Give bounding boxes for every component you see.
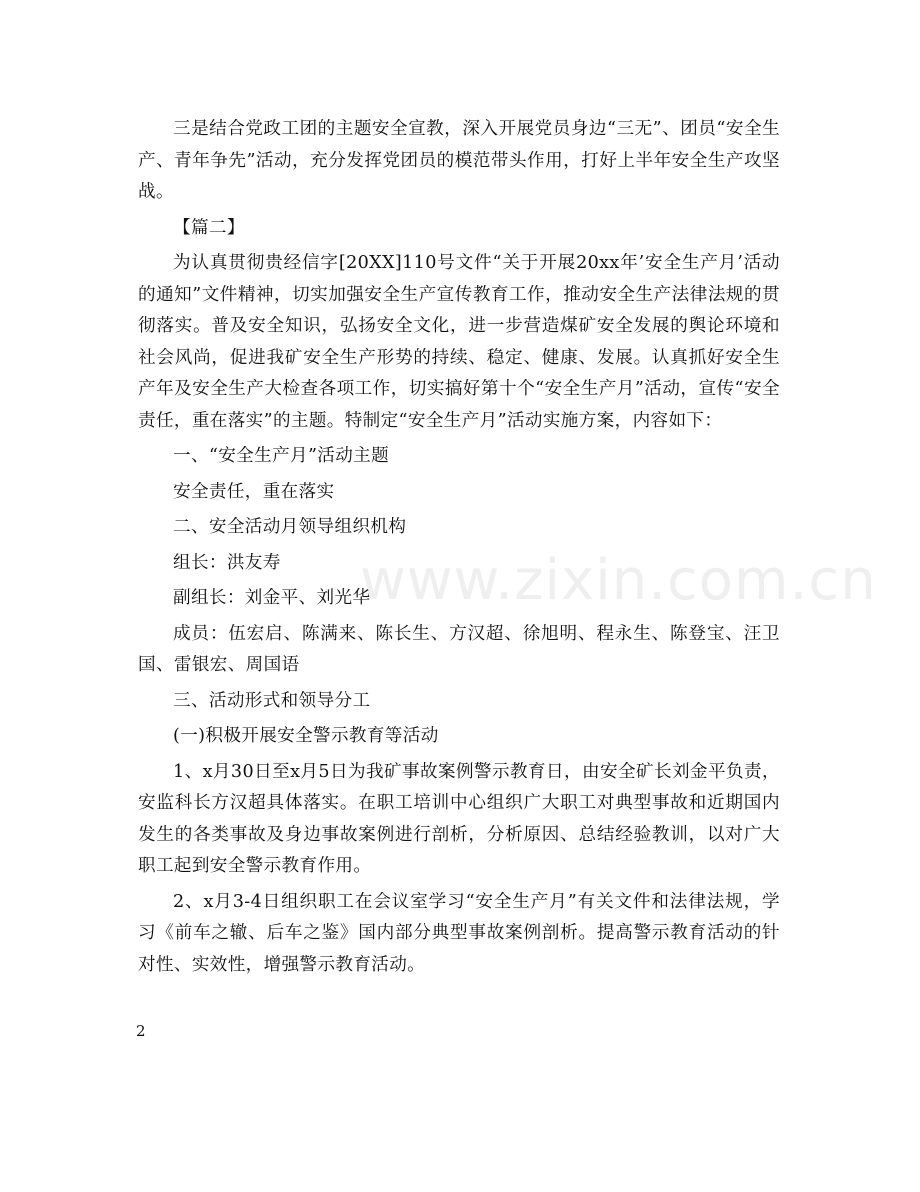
paragraph-introduction: 为认真贯彻贵经信字[20XX]110号文件“关于开展20xx年’安全生产月’活动的通知”文件精神，切实加强安全生产宣传教育工作，推动安全生产法律法规的贯彻落实。普及安全知识，弘扬安全文化，进一步营造煤矿安全发展的舆论环境和社会风尚，促进我矿安全生产形势的持续、稳定、健康、发展。认真抓好安全生产年及安全生产大检查各项工作，切实搞好第十个“安全生产月”活动，宣传“安全责任，重在落实”的主题。特制定“安全生产月”活动实施方案，内容如下： (138, 253, 780, 431)
watermark: www.zixin.com.cn (360, 548, 877, 613)
item-study-session: 2、x月3-4日组织职工在会议室学习“安全生产月”有关文件和法律法规，学习《前车之辙、后车之鉴》国内部分典型事故案例剖析。提高警示教育活动的针对性、实效性，增强警示教育活动。 (138, 891, 780, 975)
section-heading-part-two: 【篇二】 (173, 217, 245, 238)
deputy-team-leaders: 副组长：刘金平、刘光华 (173, 588, 371, 608)
item-warning-education-day: 1、x月30日至x月5日为我矿事故案例警示教育日，由安全矿长刘金平负责，安监科长方汉超具体落实。在职工培训中心组织广大职工对典型事故和近期国内发生的各类事故及身边事故案例进行剖析，分析原因、总结经验教训，以对广大职工起到安全警示教育作用。 (138, 761, 780, 876)
heading-leadership-organization: 二、安全活动月领导组织机构 (173, 517, 407, 537)
heading-activity-forms: 三、活动形式和领导分工 (173, 690, 371, 711)
heading-activity-theme: 一、“安全生产月”活动主题 (173, 446, 390, 466)
activity-theme-text: 安全责任，重在落实 (173, 481, 335, 502)
document-body (138, 114, 780, 985)
paragraph-activity-summary: 三是结合党政工团的主题安全宣教，深入开展党员身边“三无”、团员“安全生产、青年争先”活动，充分发挥党团员的模范带头作用，打好上半年安全生产攻坚战。 (138, 119, 780, 202)
subheading-warning-education: (一)积极开展安全警示教育等活动 (173, 726, 439, 746)
team-members: 成员：伍宏启、陈满来、陈长生、方汉超、徐旭明、程永生、陈登宝、汪卫国、雷银宏、周国语 (138, 623, 780, 675)
team-leader: 组长：洪友寿 (173, 552, 281, 573)
page-number: 2 (136, 1022, 146, 1040)
